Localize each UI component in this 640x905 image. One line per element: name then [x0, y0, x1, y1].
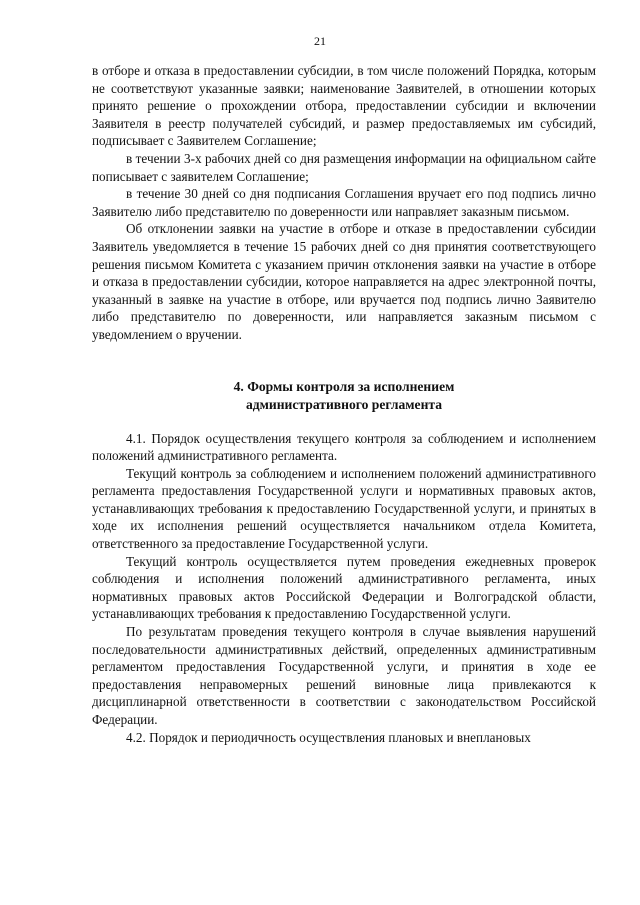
paragraph: Текущий контроль осуществляется путем проведения ежедневных проверок соблюдения и исполнения положений административного регламента, иных нормативных правовых актов Российской Федерации и Волгоградской области, устанавливающих требования к предоставлению Государственной услуги.	[92, 553, 596, 622]
paragraph: в течении 3-х рабочих дней со дня размещения информации на официальном сайте пописывает с заявителем Соглашение;	[92, 150, 596, 184]
section-heading	[92, 378, 596, 414]
paragraph: Текущий контроль за соблюдением и исполнением положений административного регламента предоставления Государственной услуги и нормативных правовых актов, устанавливающих требования к предоставлению Государственной услуги, и принятых в ходе их исполнения решений осуществляется начальником отдела Комитета, ответственного за предоставление Государственной услуги.	[92, 465, 596, 552]
paragraph: в отборе и отказа в предоставлении субсидии, в том числе положений Порядка, которым не соответствуют указанные заявки; наименование Заявителей, в отношении которых принято решение о прохождении отбора, предоставлении субсидии и включении Заявителя в реестр получателей субсидий, и размер предоставляемых им субсидий, подписывает с Заявителем Соглашение;	[92, 63, 596, 149]
paragraph: 4.1. Порядок осуществления текущего контроля за соблюдением и исполнением положений административного регламента.	[92, 430, 596, 464]
page-body	[92, 62, 596, 746]
section-heading-line: административного регламента	[245, 396, 443, 412]
paragraph: в течение 30 дней со дня подписания Соглашения вручает его под подпись лично Заявителю либо представителю по доверенности или направляет заказным письмом.	[92, 186, 596, 219]
paragraph: Об отклонении заявки на участие в отборе и отказе в предоставлении субсидии Заявитель уведомляется в течение 15 рабочих дней со дня принятия соответствующего решения письмом Комитета с указанием причин отклонения заявки на участие в отборе и отказа в предоставлении субсидии, которое направляется на адрес электронной почты, указанный в заявке на участие в отборе, или вручается под подпись лично Заявителю либо представителю по доверенности, или направляется заказным письмом с уведомлением о вручении.	[92, 221, 596, 342]
page-number: 21	[314, 34, 326, 48]
paragraph: 4.2. Порядок и периодичность осуществления плановых и внеплановых	[126, 729, 531, 745]
paragraph: По результатам проведения текущего контроля в случае выявления нарушений последовательности административных действий, определенных административным регламентом предоставления Государственной услуги, и принятия в ходе ее предоставления неправомерных решений виновные лица привлекаются к дисциплинарной ответственности в соответствии с законодательством Российской Федерации.	[92, 624, 596, 727]
section-heading-line: 4. Формы контроля за исполнением	[233, 378, 455, 394]
